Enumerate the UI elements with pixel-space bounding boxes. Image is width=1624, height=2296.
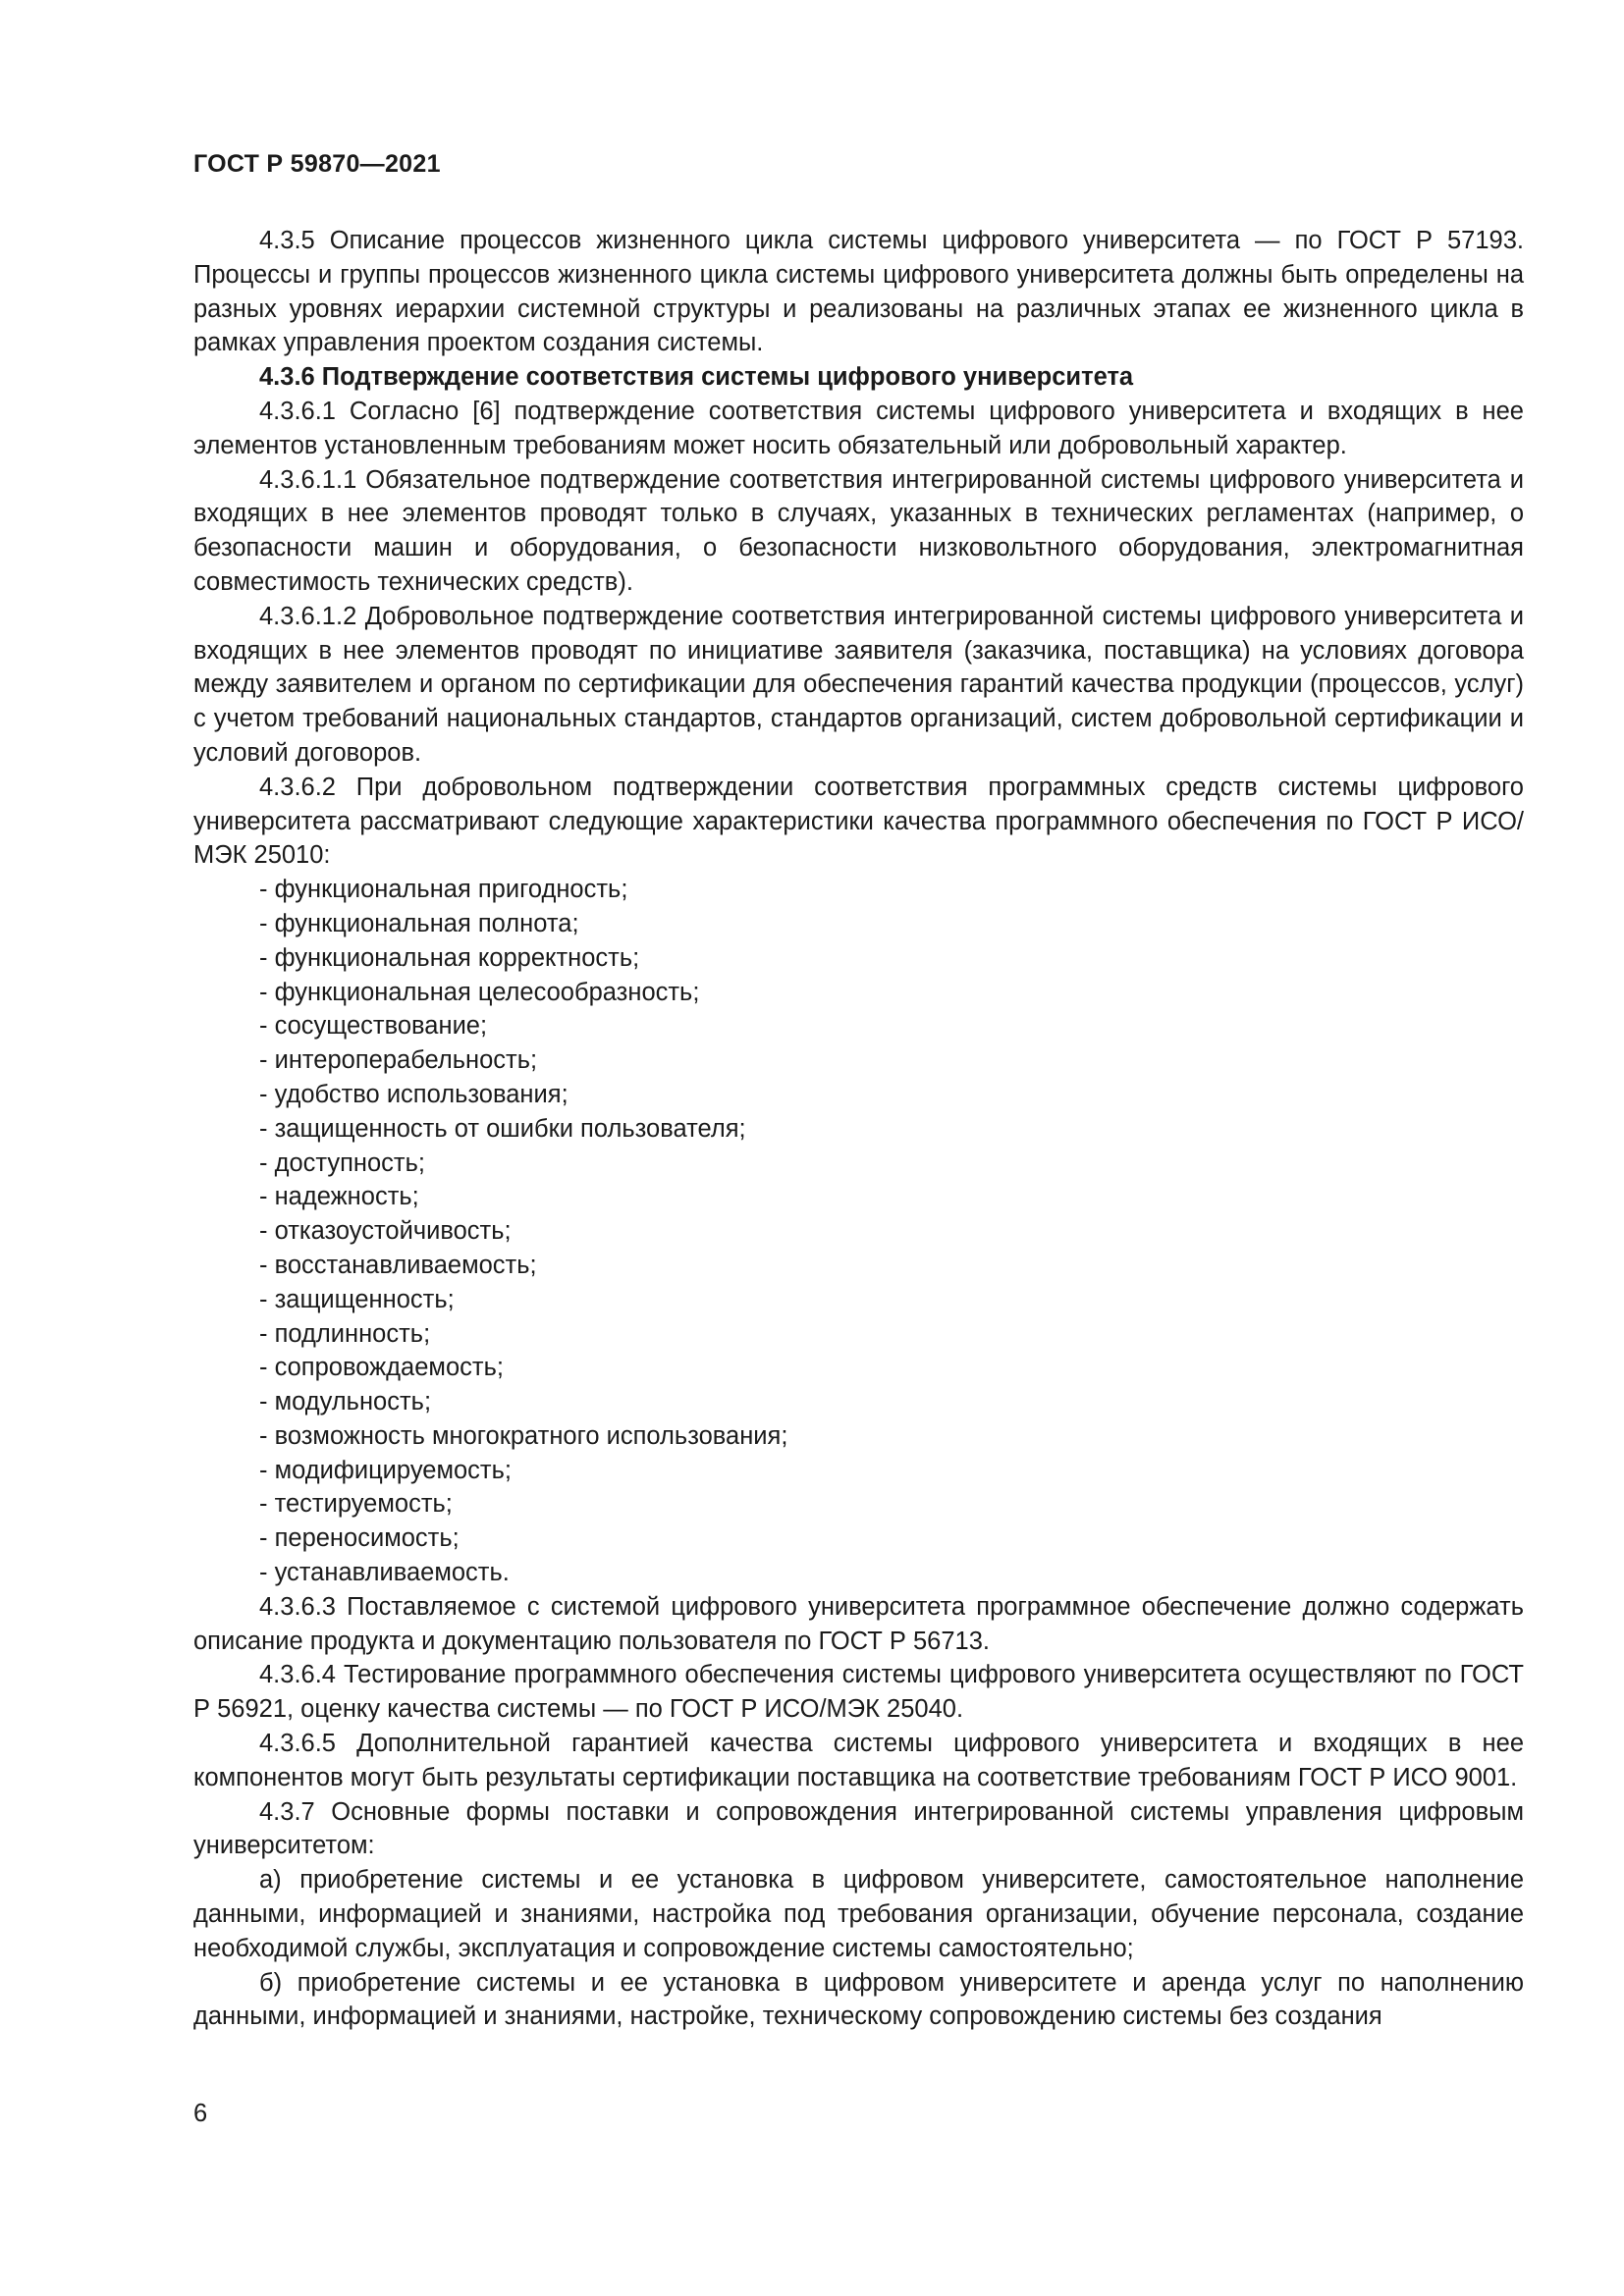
list-item: - защищенность от ошибки пользователя; xyxy=(259,1114,746,1143)
list-item: - восстанавливаемость; xyxy=(259,1251,537,1279)
list-item: - отказоустойчивость; xyxy=(259,1217,512,1246)
list-item: - модифицируемость; xyxy=(259,1456,512,1484)
list-item: - функциональная пригодность; xyxy=(259,876,628,904)
list-item: - удобство использования; xyxy=(259,1080,568,1108)
paragraph-item-b: б) приобретение системы и ее установка в цифровом университете и аренда услуг по наполнению данными, информацией и знаниями, настройке, техническому сопровождению системы без создания xyxy=(193,1968,1524,2031)
quality-characteristics-list xyxy=(193,873,1524,1590)
list-item: - тестируемость; xyxy=(259,1490,453,1519)
list-item: - функциональная целесообразность; xyxy=(259,978,700,1006)
document-body xyxy=(193,224,1524,2034)
paragraph-item-a: а) приобретение системы и ее установка в цифровом университете, самостоятельное наполнение данными, информацией и знаниями, настройка под требования организации, обучение персонала, создание необходимой службы, эксплуатация и сопровождение системы самостоятельно; xyxy=(193,1866,1524,1962)
paragraph-4-3-5: 4.3.5 Описание процессов жизненного цикла системы цифрового университета — по ГОСТ Р 57193. Процессы и группы процессов жизненного цикла системы цифрового университета должны быть определены на разных уровнях иерархии системной структуры и реализованы на различных этапах ее жизненного цикла в рамках управления проектом создания системы. xyxy=(193,227,1524,357)
section-heading-4-3-6: 4.3.6 Подтверждение соответствия системы цифрового университета xyxy=(259,363,1134,392)
list-item: - доступность; xyxy=(259,1148,425,1177)
paragraph-4-3-6-1-2: 4.3.6.1.2 Добровольное подтверждение соответствия интегрированной системы цифрового университета и входящих в нее элементов проводят по инициативе заявителя (заказчика, поставщика) на условиях договора между заявителем и органом по сертификации для обеспечения гарантий качества продукции (процессов, услуг) с учетом требований национальных стандартов, стандартов организаций, систем добровольной сертификации и условий договоров. xyxy=(193,602,1524,767)
page-number: 6 xyxy=(193,2100,208,2127)
list-item: - устанавливаемость. xyxy=(259,1559,510,1587)
paragraph-4-3-6-2: 4.3.6.2 При добровольном подтверждении соответствия программных средств системы цифрового университета рассматривают следующие характеристики качества программного обеспечения по ГОСТ Р ИСО/МЭК 25010: xyxy=(193,773,1524,870)
list-item: - модульность; xyxy=(259,1388,432,1416)
paragraph-4-3-7: 4.3.7 Основные формы поставки и сопровождения интегрированной системы управления цифровым университетом: xyxy=(193,1797,1524,1860)
paragraph-4-3-6-3: 4.3.6.3 Поставляемое с системой цифрового университета программное обеспечение должно содержать описание продукта и документацию пользователя по ГОСТ Р 56713. xyxy=(193,1592,1524,1655)
list-item: - сопровождаемость; xyxy=(259,1354,504,1382)
list-item: - сосуществование; xyxy=(259,1012,488,1041)
list-item: - подлинность; xyxy=(259,1319,431,1348)
paragraph-4-3-6-5: 4.3.6.5 Дополнительной гарантией качества системы цифрового университета и входящих в нее компонентов могут быть результаты сертификации поставщика на соответствие требованиям ГОСТ Р ИСО 9001. xyxy=(193,1730,1524,1791)
paragraph-4-3-6-1: 4.3.6.1 Согласно [6] подтверждение соответствия системы цифрового университета и входящих в нее элементов установленным требованиям может носить обязательный или добровольный характер. xyxy=(193,397,1524,459)
list-item: - возможность многократного использования; xyxy=(259,1421,788,1450)
list-item: - функциональная корректность; xyxy=(259,943,640,972)
document-header: ГОСТ Р 59870—2021 xyxy=(193,150,441,178)
list-item: - функциональная полнота; xyxy=(259,909,579,937)
list-item: - переносимость; xyxy=(259,1524,460,1553)
list-item: - надежность; xyxy=(259,1183,419,1211)
list-item: - защищенность; xyxy=(259,1285,455,1313)
paragraph-4-3-6-4: 4.3.6.4 Тестирование программного обеспечения системы цифрового университета осуществляют по ГОСТ Р 56921, оценку качества системы — по ГОСТ Р ИСО/МЭК 25040. xyxy=(193,1661,1524,1724)
paragraph-4-3-6-1-1: 4.3.6.1.1 Обязательное подтверждение соответствия интегрированной системы цифрового университета и входящих в нее элементов проводят только в случаях, указанных в технических регламентах (например, о безопасности машин и оборудования, о безопасности низковольтного оборудования, электромагнитная совместимость технических средств). xyxy=(193,465,1524,596)
list-item: - интероперабельность; xyxy=(259,1046,538,1075)
